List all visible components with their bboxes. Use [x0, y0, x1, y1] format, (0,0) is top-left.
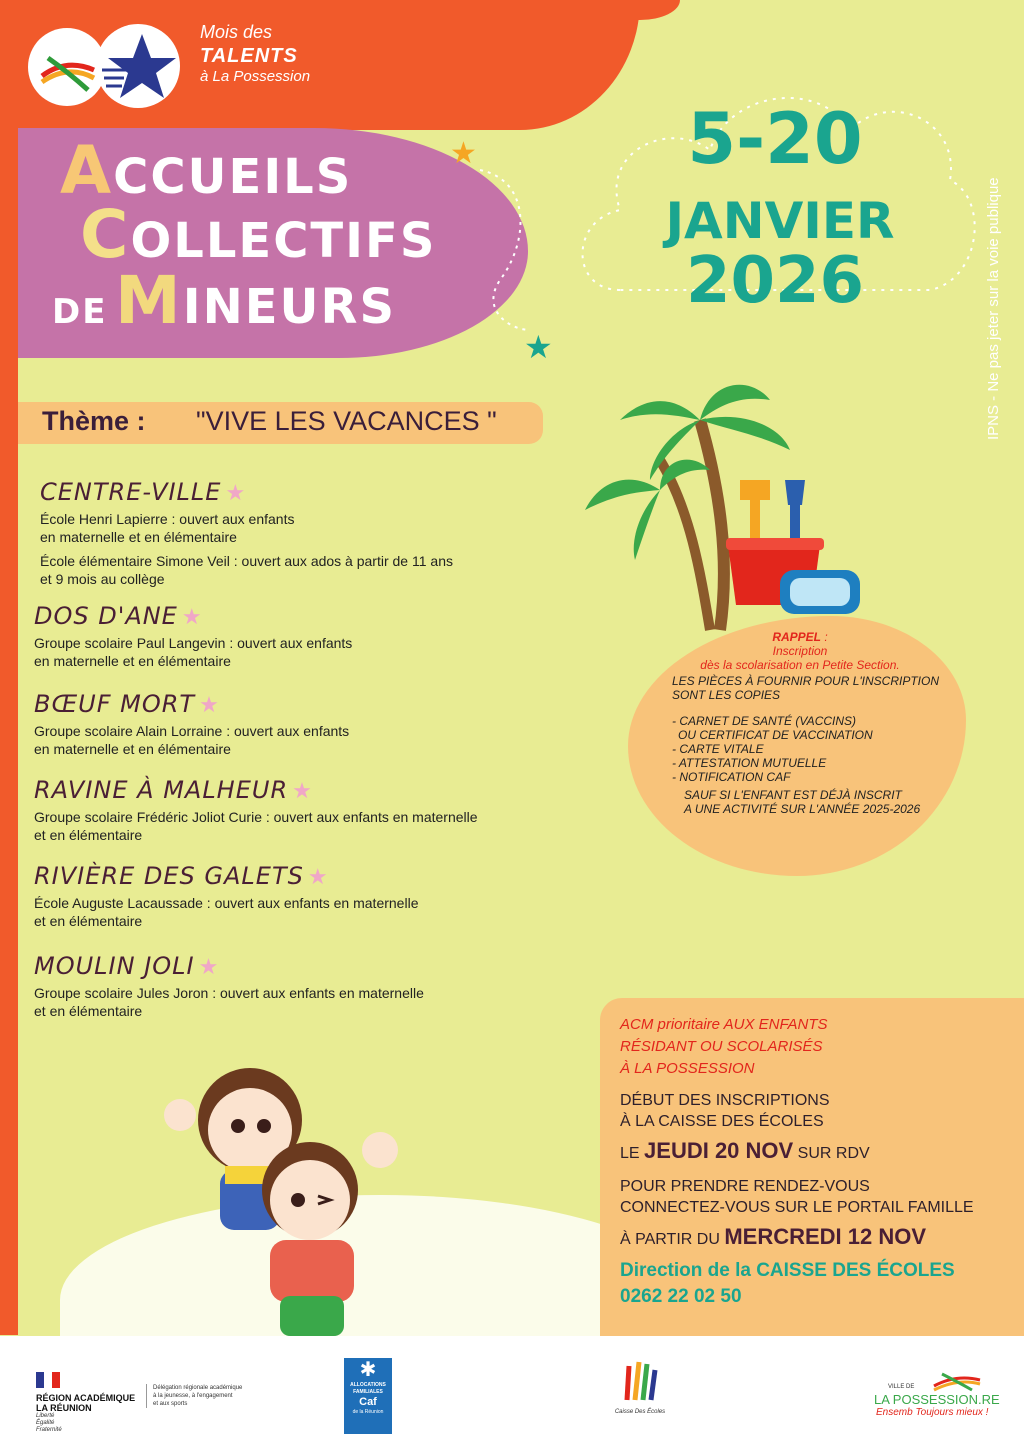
site-line: en maternelle et en élémentaire — [34, 653, 231, 669]
dotted-trail — [470, 160, 550, 340]
deleg-line2: à la jeunesse, à l'engagement — [153, 1393, 233, 1399]
caisse-des-ecoles-logo — [610, 1356, 670, 1415]
caf-logo — [344, 1358, 392, 1434]
orange-star-icon: ★ — [450, 137, 477, 170]
site-name: MOULIN JOLI — [34, 952, 195, 980]
site-name: RAVINE À MALHEUR — [34, 776, 289, 804]
docs-intro2: SONT LES COPIES — [672, 688, 781, 702]
a-partir-label: À PARTIR DU — [620, 1231, 720, 1248]
rdv-line2: CONNECTEZ-VOUS SUR LE PORTAIL FAMILLE — [620, 1199, 974, 1216]
pink-star-icon: ★ — [198, 955, 220, 980]
caf-line4: de la Réunion — [352, 1409, 384, 1415]
motto-fraternite: Fraternité — [36, 1427, 62, 1433]
star-icon — [96, 24, 180, 108]
priority-line1: ACM prioritaire AUX ENFANTS — [620, 1016, 828, 1033]
pink-star-icon: ★ — [292, 779, 313, 804]
top-orange-corner — [600, 0, 680, 20]
rappel-line2: dès la scolarisation en Petite Section. — [700, 658, 900, 672]
debut-line1: DÉBUT DES INSCRIPTIONS — [620, 1092, 830, 1109]
talents-logo-circle — [28, 28, 106, 106]
marianne-icon — [36, 1372, 60, 1388]
docs-intro1: LES PIÈCES À FOURNIR POUR L'INSCRIPTION — [672, 674, 940, 688]
site-dos-dane — [34, 602, 352, 670]
possession-logo — [870, 1370, 1010, 1418]
theme-value: "VIVE LES VACANCES " — [196, 406, 497, 436]
star-logo-circle — [96, 24, 180, 108]
site-boeuf-mort — [34, 690, 349, 758]
title-initial-c: C — [80, 196, 131, 273]
possession-swoosh-icon — [28, 28, 106, 106]
talents-line1: Mois des — [200, 22, 273, 42]
debut-line2: À LA CAISSE DES ÉCOLES — [620, 1113, 824, 1130]
rappel-note2: A UNE ACTIVITÉ SUR L'ANNÉE 2025-2026 — [684, 802, 921, 816]
theme-bar — [18, 402, 543, 444]
title-initial-a: A — [60, 132, 114, 209]
rappel-colon: : — [821, 630, 828, 644]
le-label: LE — [620, 1145, 640, 1162]
doc-item: OU CERTIFICAT DE VACCINATION — [678, 728, 873, 742]
hand-icon — [615, 1356, 665, 1404]
talents-heading — [200, 22, 310, 86]
rappel-note1: SAUF SI L'ENFANT EST DÉJÀ INSCRIT — [684, 788, 902, 802]
doc-item: - ATTESTATION MUTUELLE — [672, 756, 827, 770]
mercredi-date: MERCREDI 12 NOV — [724, 1224, 927, 1249]
doc-item: - CARNET DE SANTÉ (VACCINS) — [672, 714, 857, 728]
rappel-line1: Inscription — [772, 644, 828, 658]
rappel-heading — [640, 630, 960, 644]
site-line: et 9 mois au collège — [40, 571, 165, 587]
priority-line2: RÉSIDANT OU SCOLARISÉS — [620, 1038, 823, 1055]
doc-item: - CARTE VITALE — [672, 742, 764, 756]
caf-line2: FAMILIALES — [353, 1389, 383, 1395]
site-line: et en élémentaire — [34, 1003, 143, 1019]
info-content — [620, 1014, 1015, 1308]
children-illustration — [150, 1060, 450, 1350]
site-name: RIVIÈRE DES GALETS — [34, 862, 304, 890]
site-line: en maternelle et en élémentaire — [40, 529, 237, 545]
possession-swoosh-icon — [932, 1370, 982, 1392]
sur-rdv: SUR RDV — [797, 1145, 870, 1162]
left-orange-border — [0, 0, 18, 1335]
possession-slogan: Ensemb Toujours mieux ! — [876, 1407, 989, 1418]
pink-star-icon: ★ — [199, 693, 220, 718]
motto-egalite: Égalité — [36, 1420, 55, 1426]
region-academique-logo — [36, 1372, 146, 1434]
title-line3 — [52, 262, 396, 339]
motto-liberte: Liberté — [36, 1413, 55, 1419]
rappel-title: RAPPEL — [772, 630, 821, 644]
region-line1: RÉGION ACADÉMIQUE — [36, 1393, 136, 1403]
talents-line3: à La Possession — [200, 67, 311, 85]
date-year: 2026 — [685, 244, 865, 318]
possession-name: LA POSSESSION.RE — [874, 1392, 1000, 1407]
site-line: et en élémentaire — [34, 913, 143, 929]
site-name: BŒUF MORT — [34, 690, 196, 718]
date-month: JANVIER — [665, 192, 895, 250]
pink-star-icon: ★ — [307, 865, 329, 890]
deleg-line1: Délégation régionale académique — [153, 1385, 243, 1391]
phone-number: 0262 22 02 50 — [620, 1286, 742, 1307]
date-days: 5-20 — [687, 98, 863, 180]
caf-line1: ALLOCATIONS — [350, 1382, 386, 1388]
teal-star-icon: ★ — [524, 329, 553, 365]
site-centre-ville — [40, 478, 453, 588]
pink-star-icon: ★ — [181, 605, 203, 630]
talents-line2: TALENTS — [200, 44, 298, 67]
site-line: École Henri Lapierre : ouvert aux enfants — [40, 511, 295, 527]
site-line: École élémentaire Simone Veil : ouvert aux ados à partir de 11 ans — [40, 553, 453, 569]
region-line2: LA RÉUNION — [36, 1403, 92, 1413]
site-moulin-joli — [34, 952, 424, 1020]
vertical-note — [985, 140, 1005, 440]
jeudi-line — [620, 1138, 1015, 1164]
ipns-note: IPNS - Ne pas jeter sur la voie publique — [985, 177, 1002, 440]
deleg-line3: et aux sports — [153, 1401, 188, 1407]
doc-item: - NOTIFICATION CAF — [672, 770, 791, 784]
jeudi-date: JEUDI 20 NOV — [644, 1138, 794, 1163]
title-de: DE — [52, 292, 108, 332]
priority-line3: À LA POSSESSION — [620, 1060, 755, 1077]
site-line: Groupe scolaire Jules Joron : ouvert aux enfants en maternelle — [34, 985, 424, 1001]
direction-label: Direction de la CAISSE DES ÉCOLES — [620, 1260, 955, 1281]
site-line: Groupe scolaire Alain Lorraine : ouvert aux enfants — [34, 723, 350, 739]
title-rest-3: INEURS — [182, 279, 397, 335]
site-line: Groupe scolaire Frédéric Joliot Curie : ouvert aux enfants en maternelle — [34, 809, 478, 825]
site-line: et en élémentaire — [34, 827, 143, 843]
ville-de-label: VILLE DE — [888, 1384, 915, 1390]
title-rest-2: OLLECTIFS — [130, 213, 437, 269]
site-name: DOS D'ANE — [34, 602, 178, 630]
title-initial-m: M — [115, 262, 183, 339]
site-riviere-des-galets — [34, 862, 418, 930]
pink-star-icon: ★ — [225, 481, 247, 506]
delegation-text — [146, 1384, 253, 1408]
rappel-section — [640, 630, 960, 816]
mercredi-line — [620, 1224, 1015, 1250]
site-line: en maternelle et en élémentaire — [34, 741, 231, 757]
palm-trees-illustration — [580, 380, 880, 640]
site-line: École Auguste Lacaussade : ouvert aux enfants en maternelle — [34, 895, 419, 911]
site-ravine-a-malheur — [34, 776, 478, 844]
title-rest-1: CCUEILS — [113, 149, 353, 205]
caf-line3: Caf — [359, 1396, 377, 1408]
site-name: CENTRE-VILLE — [40, 478, 222, 506]
rdv-line1: POUR PRENDRE RENDEZ-VOUS — [620, 1178, 870, 1195]
caisse-label: Caisse Des Écoles — [614, 1409, 666, 1415]
theme-label: Thème : — [42, 406, 146, 436]
site-line: Groupe scolaire Paul Langevin : ouvert aux enfants — [34, 635, 353, 651]
caf-snowflake-icon: ✱ — [359, 1359, 377, 1381]
